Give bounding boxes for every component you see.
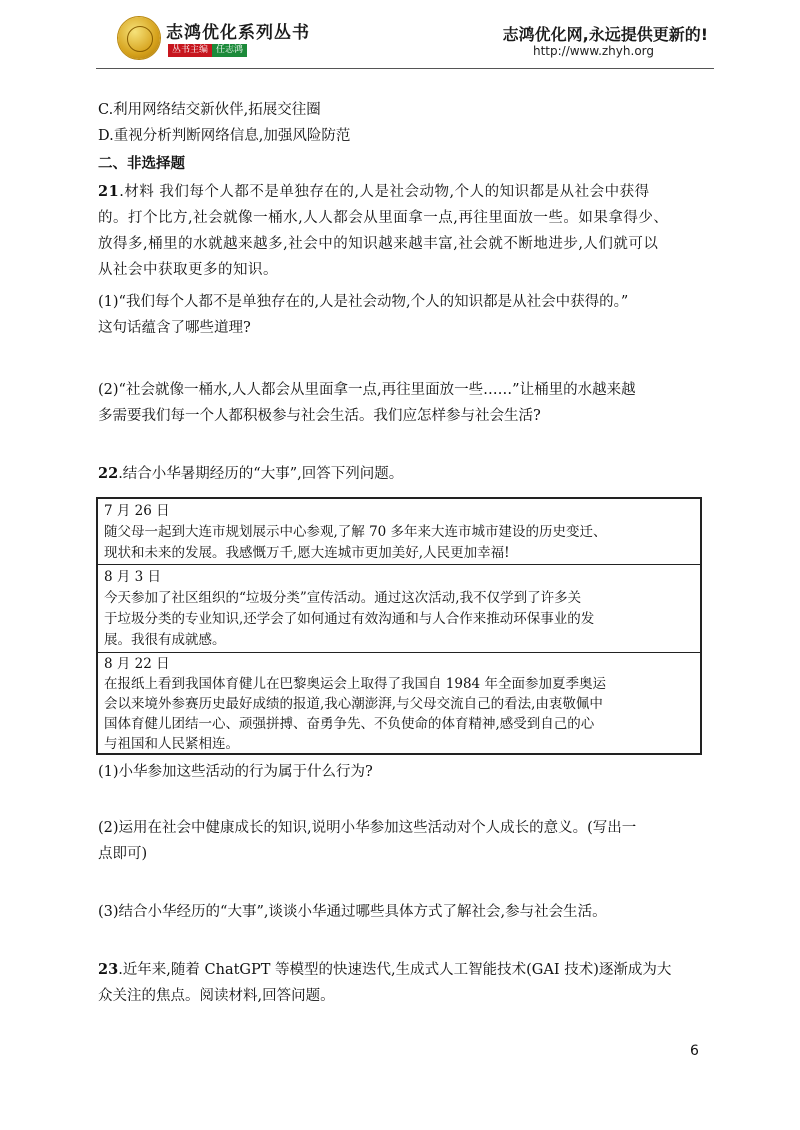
header-slogan: 志鸿优化网,永远提供更新的! [502, 25, 708, 44]
q21-line-2: 的。打个比方,社会就像一桶水,人人都会从里面拿一点,再往里面放一些。如果拿得少、 [98, 210, 669, 226]
q23-line-1: 23.近年来,随着 ChatGPT 等模型的快速迭代,生成式人工智能技术(GAI 技术)逐渐成为大 [98, 961, 672, 978]
header-divider [96, 68, 714, 69]
q22-sub2-line-1: (2)运用在社会中健康成长的知识,说明小华参加这些活动对个人成长的意义。(写出一 [98, 820, 637, 836]
diary-line: 随父母一起到大连市规划展示中心参观,了解 70 多年来大连市城市建设的历史变迁、 [104, 524, 607, 540]
diary-date-2: 8 月 3 日 [104, 569, 162, 585]
q21-sub2-line-2: 多需要我们每一个人都积极参与社会生活。我们应怎样参与社会生活? [98, 408, 541, 424]
q22-sub1: (1)小华参加这些活动的行为属于什么行为? [98, 764, 373, 780]
diary-entry-3 [98, 653, 700, 753]
section-title: 二、非选择题 [98, 155, 185, 172]
q21-sub2-line-1: (2)“社会就像一桶水,人人都会从里面拿一点,再往里面放一些……”让桶里的水越来越 [98, 382, 636, 398]
q21-line-1: 21.材料 我们每个人都不是单独存在的,人是社会动物,个人的知识都是从社会中获得 [98, 183, 650, 200]
q21-line-4: 从社会中获取更多的知识。 [98, 262, 278, 278]
q21-sub1-line-2: 这句话蕴含了哪些道理? [98, 320, 251, 336]
editor-label: 丛书主编 [168, 44, 212, 57]
option-c: C.利用网络结交新伙伴,拓展交往圈 [98, 102, 321, 118]
header-url: http://www.zhyh.org [532, 44, 654, 58]
publisher-logo [118, 17, 160, 59]
q23-number: 23 [98, 961, 119, 978]
editor-name: 任志鸿 [212, 44, 247, 57]
q23-line-2: 众关注的焦点。阅读材料,回答问题。 [98, 988, 335, 1004]
editor-tag [168, 44, 247, 57]
q22-stem: 22.结合小华暑期经历的“大事”,回答下列问题。 [98, 465, 404, 482]
diary-line: 现状和未来的发展。我感慨万千,愿大连城市更加美好,人民更加幸福! [104, 545, 510, 561]
diary-date-3: 8 月 22 日 [104, 656, 170, 672]
q22-sub2-line-2: 点即可) [98, 846, 148, 862]
diary-line: 今天参加了社区组织的“垃圾分类”宣传活动。通过这次活动,我不仅学到了许多关 [104, 590, 582, 606]
diary-line: 展。我很有成就感。 [104, 632, 226, 648]
diary-line: 在报纸上看到我国体育健儿在巴黎奥运会上取得了我国自 1984 年全面参加夏季奥运 [104, 676, 606, 692]
page-header [0, 0, 800, 70]
diary-line: 与祖国和人民紧相连。 [104, 736, 239, 752]
series-title: 志鸿优化系列丛书 [166, 23, 310, 43]
page-number: 6 [690, 1043, 699, 1059]
diary-line: 于垃圾分类的专业知识,还学会了如何通过有效沟通和与人合作来推动环保事业的发 [104, 611, 595, 627]
diary-entry-1 [98, 499, 700, 565]
diary-line: 会以来境外参赛历史最好成绩的报道,我心潮澎湃,与父母交流自己的看法,由衷敬佩中 [104, 696, 603, 712]
diary-line: 国体育健儿团结一心、顽强拼搏、奋勇争先、不负使命的体育精神,感受到自己的心 [104, 716, 595, 732]
q21-sub1-line-1: (1)“我们每个人都不是单独存在的,人是社会动物,个人的知识都是从社会中获得的。” [98, 294, 629, 310]
q21-number: 21 [98, 183, 120, 200]
diary-table [96, 497, 702, 755]
diary-entry-2 [98, 565, 700, 653]
q21-line-3: 放得多,桶里的水就越来越多,社会中的知识越来越丰富,社会就不断地进步,人们就可以 [98, 236, 659, 252]
q22-sub3: (3)结合小华经历的“大事”,谈谈小华通过哪些具体方式了解社会,参与社会生活。 [98, 904, 607, 920]
diary-date-1: 7 月 26 日 [104, 503, 170, 519]
q22-number: 22 [98, 465, 119, 482]
option-d: D.重视分析判断网络信息,加强风险防范 [98, 128, 351, 144]
